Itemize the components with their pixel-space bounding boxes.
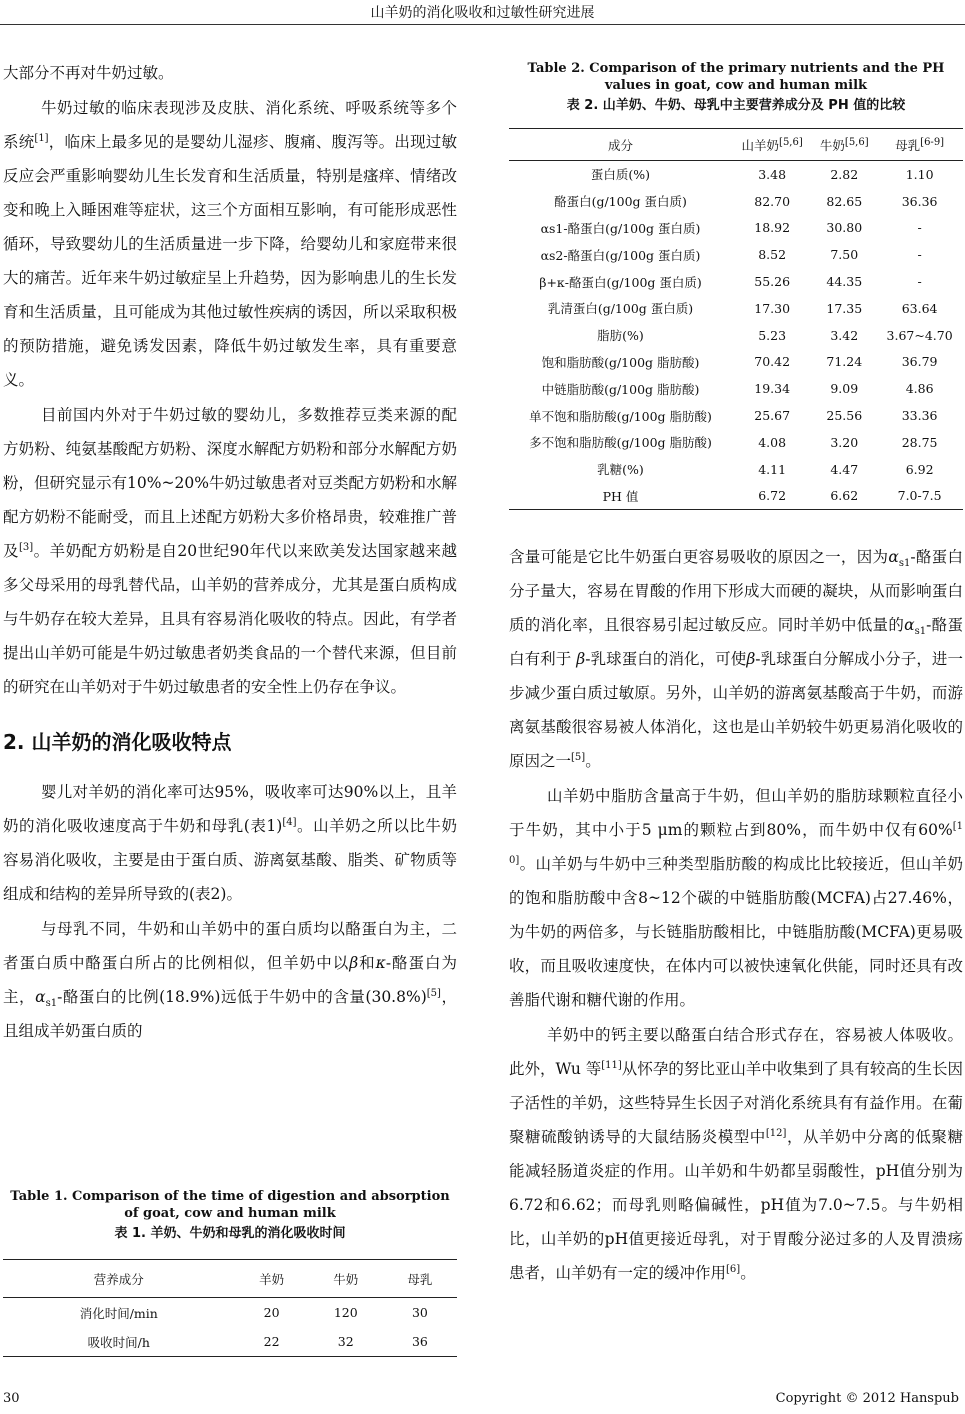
table-cell: 4.08 <box>758 434 787 450</box>
right-column <box>509 60 963 1291</box>
citation[interactable]: [4] <box>282 816 297 828</box>
table-cell: 120 <box>333 1305 358 1320</box>
table-row <box>3 1327 457 1357</box>
citation[interactable]: [5,6] <box>844 136 869 148</box>
table-cell: 71.24 <box>826 354 863 370</box>
table-cell: 8.52 <box>758 247 787 263</box>
table-cell: αs2-酪蛋白(g/100g 蛋白质) <box>540 247 701 263</box>
citation[interactable]: [6-9] <box>920 136 945 148</box>
table-cell: PH 值 <box>509 483 732 510</box>
table-row <box>509 483 963 510</box>
table-cell: 36 <box>383 1327 457 1357</box>
table-cell: 70.42 <box>754 354 791 370</box>
citation[interactable]: [12] <box>765 1128 787 1140</box>
section-title: 2. 山羊奶的消化吸收特点 <box>3 730 232 754</box>
table-cell: 30 <box>411 1305 428 1320</box>
table-cell: 82.65 <box>826 193 863 209</box>
table-cell: 25.56 <box>826 408 863 424</box>
table-cell: 22 <box>235 1327 309 1357</box>
table-header: 牛奶[5,6] <box>812 129 876 161</box>
table-cell: 脂肪(%) <box>597 328 644 344</box>
table-header: 母乳[6-9] <box>876 129 963 161</box>
citation[interactable]: [11] <box>601 1060 622 1072</box>
table-cell: 32 <box>309 1327 383 1357</box>
table-cell: 酪蛋白(g/100g 蛋白质) <box>554 194 687 210</box>
table-cell: - <box>917 220 922 236</box>
paragraph: 山羊奶中脂肪含量高于牛奶，但山羊奶的脂肪球颗粒直径小于牛奶，其中小于5 μm的颗粒占到80%，而牛奶中仅有60%[10]。山羊奶与牛奶中三种类型脂肪酸的构成比比较接近，但山羊奶的饱和脂肪酸中含8~12个碳的中链脂肪酸(MCFA)占27.46%，为牛奶的两倍多，与长链脂肪酸相比，中链脂肪酸(MCFA)更易吸收，而且吸收速度快，在体内可以被快速氧化供能，同时还具有改善脂代谢和糖代谢的作用。 <box>509 787 963 1010</box>
table-row <box>509 375 963 402</box>
table-row <box>509 295 963 322</box>
table-2-caption-en: Table 2. Comparison of the primary nutrients and the PH values in goat, cow and human milk <box>527 61 945 93</box>
table-cell: 3.67~4.70 <box>886 327 953 343</box>
table-1 <box>3 1259 457 1357</box>
table-cell: β+κ-酪蛋白(g/100g 蛋白质) <box>539 274 702 290</box>
copyright: Copyright © 2012 Hanspub <box>775 1391 959 1406</box>
table-cell: 乳糖(%) <box>597 462 644 478</box>
table-cell: 7.0-7.5 <box>876 483 963 510</box>
table-cell: 5.23 <box>758 327 787 343</box>
citation[interactable]: [3] <box>18 541 34 553</box>
header-rule <box>0 24 965 25</box>
paragraph: 与母乳不同，牛奶和山羊奶中的蛋白质均以酪蛋白为主，二者蛋白质中酪蛋白所占的比例相似，但羊奶中以β和κ-酪蛋白为主，$\alpha_{s1}-$酪蛋白的比例(18.9%)远低于牛奶中的含量(30.8%)[5]，且组成羊奶蛋白质的 <box>3 920 457 1040</box>
citation[interactable]: [5] <box>426 987 441 999</box>
paragraph: 牛奶过敏的临床表现涉及皮肤、消化系统、呼吸系统等多个系统[1]，临床上最多见的是婴幼儿湿疹、腹痛、腹泻等。出现过敏反应会严重影响婴幼儿生长发育和生活质量，特别是瘙痒、情绪改变和晚上入睡困难等症状，这三个方面相互影响，有可能形成恶性循环，导致婴幼儿的生活质量进一步下降，给婴幼儿和家庭带来很大的痛苦。近年来牛奶过敏症呈上升趋势，因为影响患儿的生长发育和生活质量，且可能成为其他过敏性疾病的诱因，所以采取积极的预防措施，避免诱发因素，降低牛奶过敏发生率，具有重要意义。 <box>3 99 457 389</box>
table-row <box>509 161 963 188</box>
paragraph: 含量可能是它比牛奶蛋白更容易吸收的原因之一，因为$\alpha_{s1}-$酪蛋白分子量大，容易在胃酸的作用下形成大而硬的凝块，从而影响蛋白质的消化率，且很容易引起过敏反应。同时羊奶中低量的$\alpha_{s1}-$酪蛋白有利于 β-乳球蛋白的消化，可使β-乳球蛋白分解成小分子，进一步减少蛋白质过敏原。另外，山羊奶的游离氨基酸高于牛奶，而游离氨基酸很容易被人体消化，这也是山羊奶较牛奶更易消化吸收的原因之一[5]。 <box>509 548 963 771</box>
table-cell: 44.35 <box>826 274 863 290</box>
table-cell: 饱和脂肪酸(g/100g 脂肪酸) <box>541 354 700 370</box>
table-cell: 63.64 <box>901 300 938 316</box>
table-row <box>509 241 963 268</box>
table-cell: 消化时间/min <box>79 1305 158 1321</box>
table-1-caption-zh: 表 1. 羊奶、牛奶和母乳的消化吸收时间 <box>114 1226 346 1241</box>
table-2-caption-zh: 表 2. 山羊奶、牛奶、母乳中主要营养成分及 PH 值的比较 <box>566 98 906 113</box>
paragraph: 羊奶中的钙主要以酪蛋白结合形式存在，容易被人体吸收。此外，Wu 等[11]从怀孕的努比亚山羊中收集到了具有较高的生长因子活性的羊奶，这些特异生长因子对消化系统具有有益作用。在葡聚糖硫酸钠诱导的大鼠结肠炎模型中[12]，从羊奶中分离的低聚糖能减轻肠道炎症的作用。山羊奶和牛奶都呈弱酸性，pH值分别为6.72和6.62；而母乳则略偏碱性，pH值为7.0~7.5。与牛奶相比，山羊奶的pH值更接近母乳，对于胃酸分泌过多的人及胃溃疡患者，山羊奶有一定的缓冲作用[6]。 <box>509 1026 963 1283</box>
table-row <box>509 215 963 242</box>
citation[interactable]: [5,6] <box>779 136 803 148</box>
table-cell: 3.48 <box>758 166 787 182</box>
table-cell: 17.30 <box>754 300 791 316</box>
table-row <box>509 349 963 376</box>
table-cell: 2.82 <box>830 166 859 182</box>
table-row <box>509 429 963 456</box>
table-cell: 4.86 <box>905 381 934 397</box>
table-cell: 乳清蛋白(g/100g 蛋白质) <box>547 301 694 317</box>
table-cell: 36.36 <box>901 193 938 209</box>
table-cell: 中链脂肪酸(g/100g 脂肪酸) <box>541 381 700 397</box>
table-row <box>509 402 963 429</box>
table-header: 成分 <box>509 129 732 161</box>
table-cell: 6.72 <box>732 483 812 510</box>
table-row <box>509 322 963 349</box>
table-cell: αs1-酪蛋白(g/100g 蛋白质) <box>540 220 701 236</box>
table-cell: 20 <box>263 1305 280 1320</box>
table-cell: 36.79 <box>901 354 938 370</box>
table-1-caption-en: Table 1. Comparison of the time of digestion and absorption of goat, cow and human milk <box>10 1189 450 1221</box>
table-cell: 3.20 <box>830 434 859 450</box>
table-header: 山羊奶[5,6] <box>732 129 812 161</box>
table-cell: 55.26 <box>754 274 791 290</box>
table-cell: 蛋白质(%) <box>590 167 651 183</box>
table-cell: 4.11 <box>758 461 787 477</box>
page-number: 30 <box>3 1391 20 1406</box>
table-header: 羊奶 <box>235 1260 309 1298</box>
citation[interactable]: [10] <box>509 821 963 867</box>
table-cell: 7.50 <box>830 247 859 263</box>
table-cell: 19.34 <box>754 381 791 397</box>
table-cell: 25.67 <box>754 408 791 424</box>
table-row <box>3 1298 457 1328</box>
table-row <box>509 188 963 215</box>
table-header: 牛奶 <box>309 1260 383 1298</box>
left-column <box>3 56 457 1049</box>
table-cell: 6.62 <box>812 483 876 510</box>
table-cell: 1.10 <box>905 166 934 182</box>
running-header: 山羊奶的消化吸收和过敏性研究进展 <box>370 5 595 21</box>
table-header: 母乳 <box>383 1260 457 1298</box>
table-cell: 4.47 <box>830 461 859 477</box>
table-cell: 28.75 <box>901 434 938 450</box>
table-cell: 吸收时间/h <box>3 1327 235 1357</box>
table-cell: 单不饱和脂肪酸(g/100g 脂肪酸) <box>529 408 712 424</box>
table-cell: 3.42 <box>830 327 859 343</box>
paragraph: 大部分不再对牛奶过敏。 <box>3 64 174 82</box>
table-cell: 多不饱和脂肪酸(g/100g 脂肪酸) <box>529 435 712 451</box>
citation[interactable]: [6] <box>726 1264 741 1276</box>
table-row <box>509 268 963 295</box>
table-cell: 18.92 <box>754 220 791 236</box>
table-cell: - <box>917 274 922 290</box>
table-cell: 9.09 <box>830 381 859 397</box>
table-cell: 30.80 <box>826 220 863 236</box>
table-row <box>509 456 963 483</box>
paragraph: 婴儿对羊奶的消化率可达95%，吸收率可达90%以上，且羊奶的消化吸收速度高于牛奶和母乳(表1)[4]。山羊奶之所以比牛奶容易消化吸收，主要是由于蛋白质、游离氨基酸、脂类、矿物质等组成和结构的差异所导致的(表2)。 <box>3 783 457 903</box>
table-cell: 17.35 <box>826 300 863 316</box>
table-1-block <box>3 1188 457 1357</box>
table-cell: 33.36 <box>901 408 938 424</box>
table-cell: 6.92 <box>905 461 934 477</box>
citation[interactable]: [5] <box>571 752 586 764</box>
table-2 <box>509 128 963 510</box>
citation[interactable]: [1] <box>34 132 49 144</box>
paragraph: 目前国内外对于牛奶过敏的婴幼儿，多数推荐豆类来源的配方奶粉、纯氨基酸配方奶粉、深度水解配方奶粉和部分水解配方奶粉，但研究显示有10%~20%牛奶过敏患者对豆类配方奶粉和水解配方奶粉不能耐受，而且上述配方奶粉大多价格昂贵，较难推广普及[3]。羊奶配方奶粉是自20世纪90年代以来欧美发达国家越来越多父母采用的母乳替代品，山羊奶的营养成分，尤其是蛋白质构成与牛奶存在较大差异，且具有容易消化吸收的特点。因此，有学者提出山羊奶可能是牛奶过敏患者奶类食品的一个替代来源，但目前的研究在山羊奶对于牛奶过敏患者的安全性上仍存在争议。 <box>3 406 457 696</box>
table-header: 营养成分 <box>3 1260 235 1298</box>
table-cell: - <box>917 247 922 263</box>
table-cell: 82.70 <box>754 193 791 209</box>
